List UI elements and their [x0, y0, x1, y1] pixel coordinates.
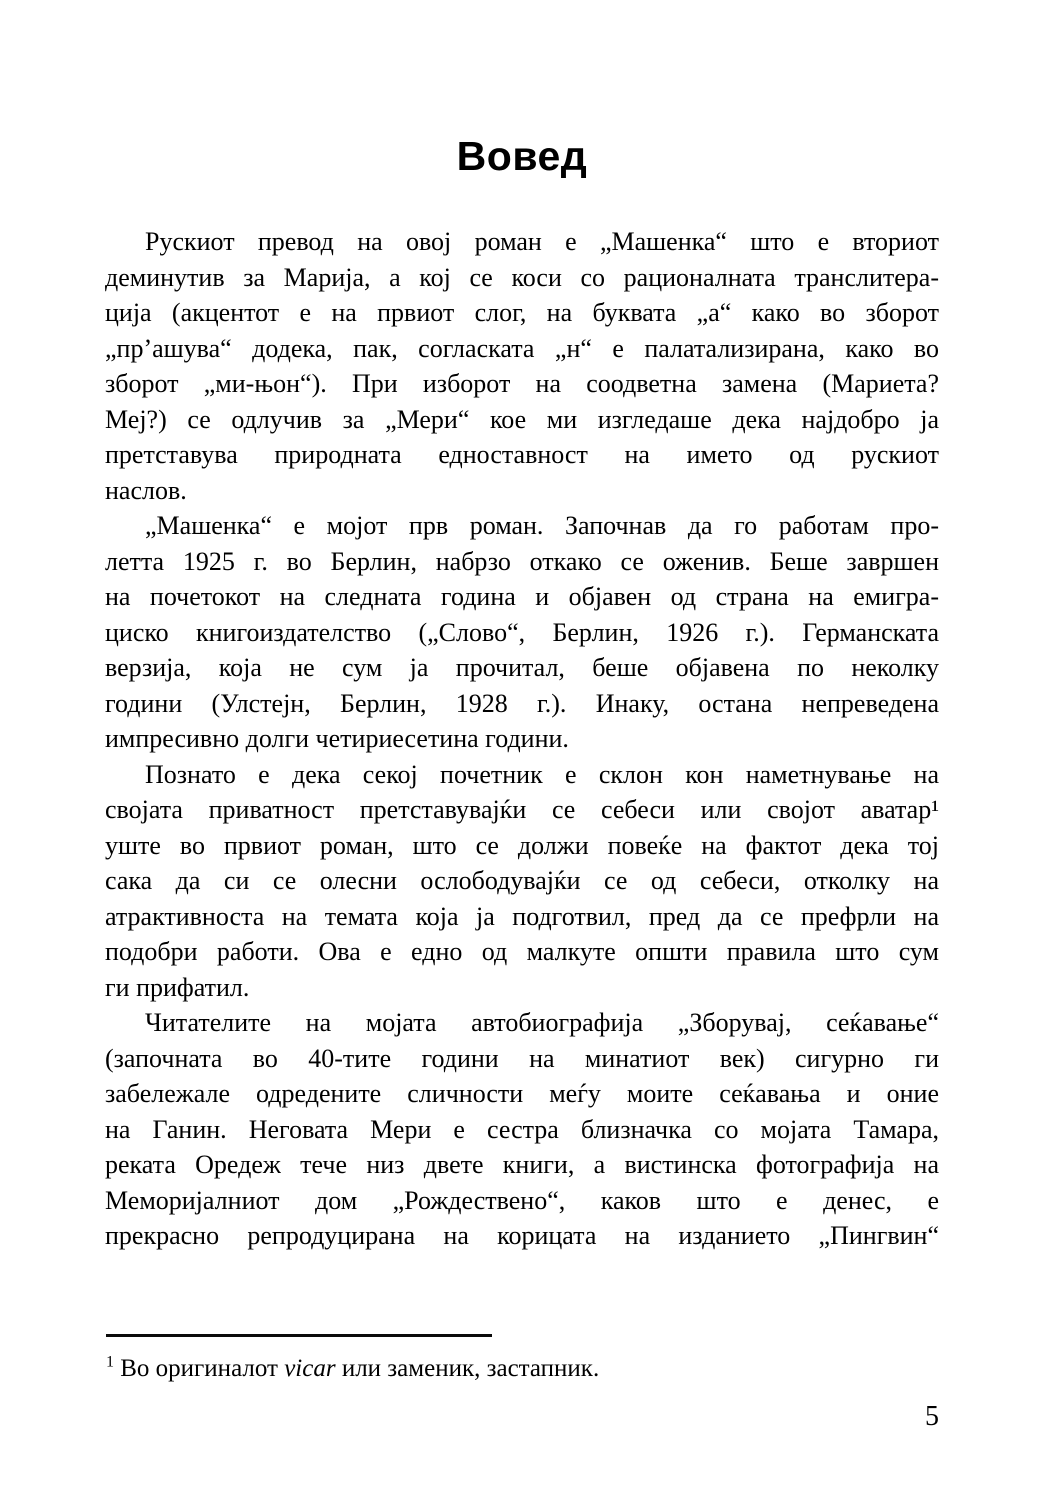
body-line: сака да си се олесни ослободувајќи се од себеси, отколку на — [105, 866, 939, 895]
body-line: својата приватност претставувајќи се себеси или својот аватар¹ — [105, 795, 939, 824]
footnote-text-before: Во оригиналот — [120, 1355, 278, 1382]
body-line: претставува природната едноставност на името од рускиот — [105, 440, 939, 469]
body-line: наслов. — [105, 475, 187, 505]
body-line: Рускиот превод на овој роман е „Машенка“ што е вториот — [145, 227, 939, 256]
body-line: деминутив за Марија, а кој се коси со рационалната транслитера- — [105, 262, 939, 292]
footnote-marker: 1 — [106, 1353, 114, 1371]
body-line: забележале одредените сличности меѓу моите сеќавања и оние — [105, 1079, 939, 1108]
body-line: ција (акцентот е на првиот слог, на буквата „а“ како во зборот — [105, 298, 939, 327]
body-line: Познато е дека секој почетник е склон кон наметнување на — [145, 759, 939, 789]
body-line: уште во првиот роман, што се должи повеќе на фактот дека тој — [105, 830, 939, 860]
body-line: Меморијалниот дом „Рождествено“, каков што е денес, е — [105, 1185, 939, 1215]
body-line: Меј?) се одлучив за „Мери“ кое ми изгледаше дека најдобро ја — [105, 404, 939, 434]
body-line: атрактивноста на темата која ја подготвил, пред да се префрли на — [105, 901, 939, 931]
footnote — [106, 1352, 866, 1386]
page-number: 5 — [925, 1401, 939, 1432]
body-line: на Ганин. Неговата Мери е сестра близначка со мојата Тамара, — [105, 1114, 939, 1144]
body-line: Читателите на мојата автобиографија „Зборувај, сеќавање“ — [145, 1008, 939, 1037]
body-line: години (Улстејн, Берлин, 1928 г.). Инаку, остана непреведена — [105, 688, 939, 718]
body-line: зборот „ми-њон“). При изборот на соодветна замена (Мариета? — [105, 369, 939, 398]
body-line: „Машенка“ е мојот прв роман. Започнав да го работам про- — [145, 511, 939, 540]
body-line: реката Оредеж тече низ двете книги, а вистинска фотографија на — [105, 1150, 939, 1179]
body-text — [105, 224, 939, 1254]
page-title: Вовед — [456, 133, 588, 180]
footnote-text-after: или заменик, застапник. — [341, 1355, 600, 1382]
body-line: циско книгоиздателство („Слово“, Берлин, 1926 г.). Германската — [105, 617, 939, 647]
footnote-italic-word: vicar — [284, 1355, 336, 1382]
footnote-separator-rule — [106, 1334, 492, 1337]
body-line: импресивно долги четириесетина години. — [105, 724, 569, 753]
body-line: „пр’ашува“ додека, пак, согласката „н“ е палатализирана, како во — [105, 333, 939, 363]
body-line: подобри работи. Ова е едно од малкуте општи правила што сум — [105, 937, 939, 966]
body-line: летта 1925 г. во Берлин, набрзо откако се оженив. Беше завршен — [105, 546, 939, 576]
body-line: ги прифатил. — [105, 972, 250, 1002]
body-line: прекрасно репродуцирана на корицата на изданието „Пингвин“ — [105, 1221, 939, 1250]
body-line: (започната во 40-тите години на минатиот век) сигурно ги — [105, 1043, 939, 1073]
body-line: верзија, која не сум ја прочитал, беше објавена по неколку — [105, 653, 939, 682]
body-line: на почетокот на следната година и објавен од страна на емигра- — [105, 582, 939, 611]
